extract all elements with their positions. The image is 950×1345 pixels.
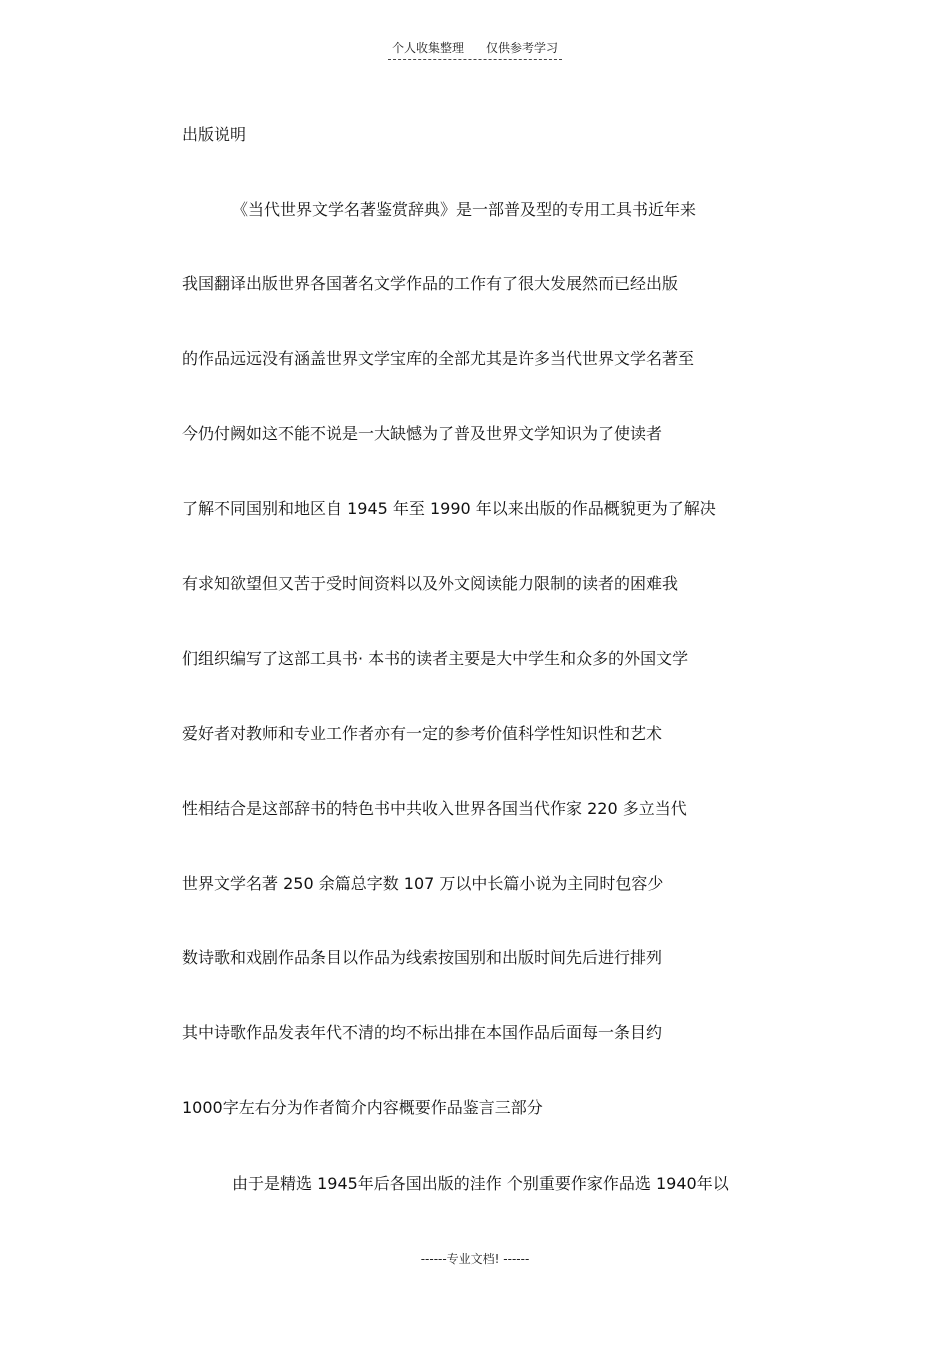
header-left-text: 个人收集整理 <box>391 41 464 55</box>
text-line-11: 数诗歌和戏剧作品条目以作品为线索按国别和出版时间先后进行排列 <box>182 948 663 967</box>
text-line-4: 今仍付阙如这不能不说是一大缺憾为了普及世界文学知识为了使读者 <box>182 424 663 443</box>
text-line-2: 我国翻译出版世界各国著名文学作品的工作有了很大发展然而已经出版 <box>182 274 679 293</box>
text-line-7: 们组织编写了这部工具书· 本书的读者主要是大中学生和众多的外国文学 <box>182 649 689 668</box>
header-right-text: 仅供参考学习 <box>486 41 559 55</box>
text-line-14: 由于是精选 1945年后各国出版的洼作 个别重要作家作品选 1940年以 <box>232 1174 729 1193</box>
text-line-5: 了解不同国别和地区自 1945 年至 1990 年以来出版的作品概貌更为了解决 <box>182 499 716 518</box>
text-line-10: 世界文学名著 250 余篇总字数 107 万以中长篇小说为主同时包容少 <box>182 874 664 893</box>
text-line-9: 性相结合是这部辞书的特色书中共收入世界各国当代作家 220 多立当代 <box>182 799 687 818</box>
text-line-13: 1000字左右分为作者简介内容概要作品鉴言三部分 <box>182 1098 543 1117</box>
text-line-8: 爱好者对教师和专业工作者亦有一定的参考价值科学性知识性和艺术 <box>182 724 663 743</box>
page-header <box>0 38 950 60</box>
text-line-6: 有求知欲望但又苦于受时间资料以及外文阅读能力限制的读者的困难我 <box>182 574 679 593</box>
text-line-12: 其中诗歌作品发表年代不清的均不标出排在本国作品后面每一条目约 <box>182 1023 663 1042</box>
text-line-1: 《当代世界文学名著鉴赏辞典》是一部普及型的专用工具书近年来 <box>232 200 697 219</box>
header-rule <box>388 38 562 60</box>
text-line-3: 的作品远远没有涵盖世界文学宝库的全部尤其是许多当代世界文学名著至 <box>182 349 695 368</box>
document-title: 出版说明 <box>182 125 247 144</box>
page-footer: ------专业文档! ------ <box>420 1252 530 1266</box>
